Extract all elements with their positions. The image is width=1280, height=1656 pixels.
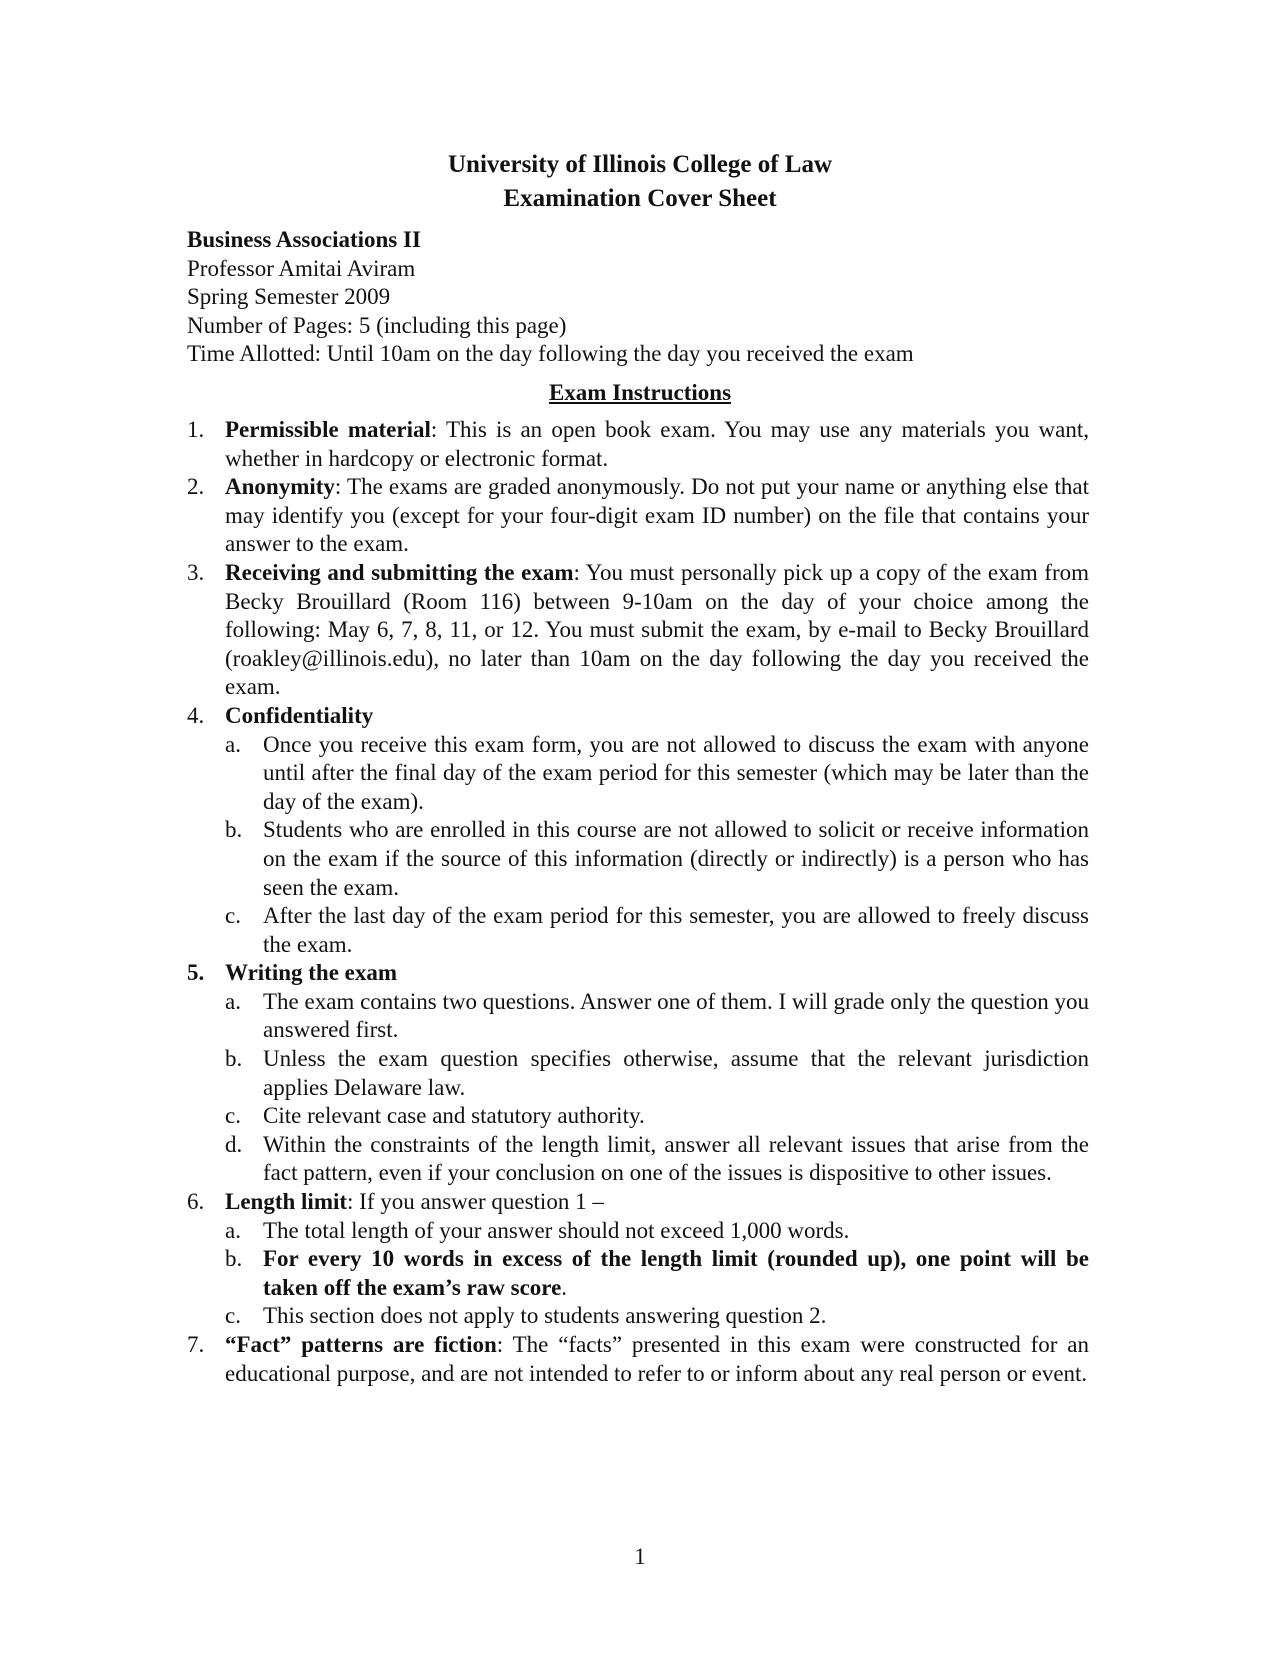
item-number: 2. (187, 474, 205, 500)
sub-item (187, 1102, 1089, 1131)
item-text: : The “facts” presented in this exam were constructed for an educational purpose, and are not intended to refer to or inform about any real person or event. (225, 1332, 1089, 1386)
sub-item-text: The total length of your answer should not exceed 1,000 words. (263, 1217, 850, 1243)
item-label: Confidentiality (225, 702, 374, 728)
sub-item-text: After the last day of the exam period for this semester, you are allowed to freely discuss the exam. (263, 903, 1089, 957)
sub-item-letter: b. (225, 1246, 243, 1272)
sub-item-bold-text: For every 10 words in excess of the length limit (rounded up), one point will be taken off the exam’s raw score (263, 1246, 1089, 1300)
instruction-item-length-limit (187, 1188, 1089, 1217)
instruction-item-fact-patterns (187, 1331, 1089, 1388)
sub-item (187, 1302, 1089, 1331)
title-block (0, 148, 1280, 216)
sub-item-text: Unless the exam question specifies otherwise, assume that the relevant jurisdiction applies Delaware law. (263, 1046, 1089, 1100)
sub-item (187, 902, 1089, 959)
item-label: Receiving and submitting the exam (225, 559, 574, 585)
item-number: 4. (187, 702, 205, 728)
sub-item (187, 988, 1089, 1045)
item-text: : The exams are graded anonymously. Do not put your name or anything else that may identify you (except for your four-digit exam ID number) on the file that contains your answer to the exam. (225, 474, 1089, 557)
sub-item-text: . (561, 1274, 568, 1300)
item-text: : If you answer question 1 – (347, 1189, 604, 1215)
instructions-heading: Exam Instructions (548, 380, 732, 405)
document-title: Examination Cover Sheet (503, 185, 777, 212)
item-label: Anonymity (225, 474, 335, 500)
instruction-item-permissible-material (187, 416, 1089, 473)
item-label: Permissible material (225, 417, 431, 442)
instruction-item-receiving-submitting (187, 559, 1089, 702)
sub-item-letter: b. (225, 1046, 243, 1072)
sub-item-letter: b. (225, 817, 243, 843)
sub-item-text: Students who are enrolled in this course are not allowed to solicit or receive information on the exam if the source of this information (directly or indirectly) is a person who has seen the exam. (263, 817, 1089, 900)
item-label: “Fact” patterns are fiction (225, 1332, 497, 1357)
sub-item (187, 1245, 1089, 1302)
instructions-list (187, 416, 1089, 1388)
item-label: Length limit (225, 1189, 348, 1215)
item-text: : This is an open book exam. You may use any materials you want, whether in hardcopy or electronic format. (225, 417, 1089, 471)
instruction-item-confidentiality (187, 702, 1089, 731)
pages-line: Number of Pages: 5 (including this page) (187, 312, 567, 338)
sub-item-text: Once you receive this exam form, you are not allowed to discuss the exam with anyone until after the final day of the exam period for this semester (which may be later than the day of the exam). (263, 731, 1089, 814)
item-text: : You must personally pick up a copy of the exam from Becky Brouillard (Room 116) between 9-10am on the day of your choice among the following: May 6, 7, 8, 11, or 12. You must submit the exam, by e-mail to Becky Brouillard (roakley@illinois.edu), no later than 10am on the day following the day you received the exam. (225, 559, 1090, 700)
sub-item-text: Within the constraints of the length limit, answer all relevant issues that arise from the fact pattern, even if your conclusion on one of the issues is dispositive to other issues. (263, 1131, 1089, 1186)
item-number: 1. (187, 417, 205, 442)
time-allotted-line: Time Allotted: Until 10am on the day following the day you received the exam (187, 341, 914, 366)
sub-item (187, 1131, 1089, 1188)
item-number: 7. (187, 1332, 205, 1357)
sub-item-text: Cite relevant case and statutory authority. (263, 1103, 645, 1129)
professor-line: Professor Amitai Aviram (187, 255, 416, 281)
sub-item-letter: a. (225, 1217, 241, 1243)
sub-item-letter: c. (225, 1303, 241, 1329)
instruction-item-anonymity (187, 473, 1089, 559)
sub-item (187, 816, 1089, 902)
sub-item-text: The exam contains two questions. Answer one of them. I will grade only the question you answered first. (263, 988, 1089, 1043)
item-number: 5. (187, 960, 205, 986)
sub-item-text: This section does not apply to students answering question 2. (263, 1303, 827, 1329)
sub-item-letter: c. (225, 903, 241, 929)
course-info (187, 226, 914, 369)
sub-item-letter: d. (225, 1131, 243, 1157)
sub-item (187, 1045, 1089, 1102)
sub-item (187, 1217, 1089, 1246)
sub-item-letter: a. (225, 988, 241, 1014)
page-number: 1 (634, 1544, 646, 1569)
item-label: Writing the exam (225, 960, 398, 986)
institution-title: University of Illinois College of Law (447, 151, 832, 178)
instruction-item-writing-the-exam (187, 959, 1089, 988)
item-number: 3. (187, 559, 205, 585)
course-name: Business Associations II (187, 227, 421, 252)
item-number: 6. (187, 1189, 205, 1215)
sub-item-letter: c. (225, 1103, 241, 1129)
semester-line: Spring Semester 2009 (187, 284, 391, 309)
sub-item-letter: a. (225, 731, 241, 757)
sub-item (187, 731, 1089, 817)
